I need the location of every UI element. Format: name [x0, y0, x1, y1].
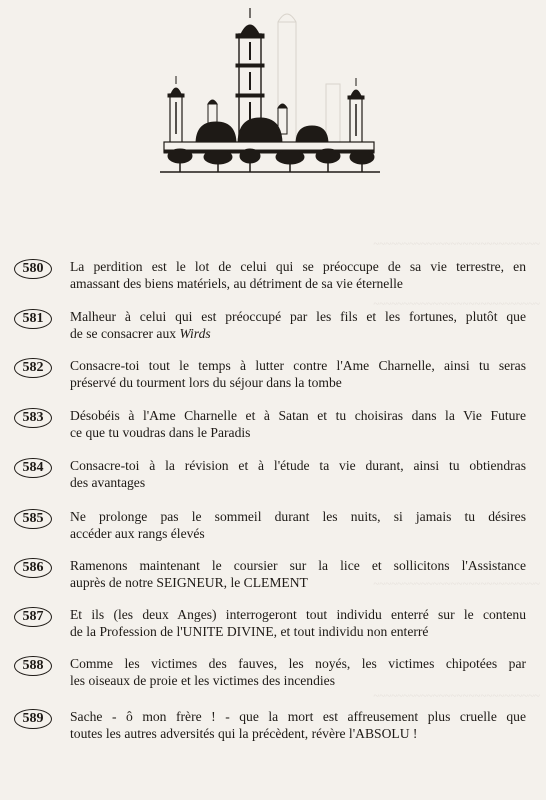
verse-number-badge: 588 — [14, 656, 52, 676]
verse-581 — [0, 309, 546, 353]
verse-number-badge: 580 — [14, 259, 52, 279]
verse-line: Comme les victimes des fauves, les noyés, les victimes chipotées par — [70, 656, 526, 671]
verse-line — [70, 325, 526, 342]
bleed-through-text: ~~~~~~~~~~~~~~~~~~~~~~~~~~~~ — [373, 578, 540, 590]
verse-line: ce que tu voudras dans le Paradis — [70, 425, 251, 440]
verse-number-badge: 584 — [14, 458, 52, 478]
verse-line-start: de se consacrer aux — [70, 326, 180, 341]
verse-text — [70, 508, 526, 542]
verse-585 — [0, 509, 546, 553]
verse-line: des avantages — [70, 475, 146, 490]
verse-number-badge: 582 — [14, 358, 52, 378]
verse-line: de la Profession de l'UNITE DIVINE, et tout individu non enterré — [70, 624, 429, 639]
verse-number-badge: 585 — [14, 509, 52, 529]
verse-582 — [0, 358, 546, 402]
verse-text — [70, 606, 526, 640]
verse-line: Ne prolonge pas le sommeil durant les nuits, si jamais tu désires — [70, 509, 526, 524]
verse-text — [70, 655, 526, 689]
verse-line: Consacre-toi tout le temps à lutter contre l'Ame Charnelle, ainsi tu seras — [70, 358, 526, 373]
verse-number-badge: 586 — [14, 558, 52, 578]
verse-line: La perdition est le lot de celui qui se préoccupe de sa vie terrestre, en — [70, 259, 526, 274]
verse-text — [70, 557, 526, 591]
verse-text — [70, 308, 526, 342]
verse-line: amassant des biens matériels, au détriment de sa vie éternelle — [70, 276, 403, 291]
bleed-through-text: ~~~~~~~~~~~~~~~~~~~~~~~~~~~~ — [373, 298, 540, 310]
verse-line: les oiseaux de proie et les victimes des incendies — [70, 673, 335, 688]
verse-line: toutes les autres adversités qui la précèdent, révère l'ABSOLU ! — [70, 726, 418, 741]
verse-588 — [0, 656, 546, 700]
verse-line: Et ils (les deux Anges) interrogeront tout individu enterré sur le contenu — [70, 607, 526, 622]
verse-line: Désobéis à l'Ame Charnelle et à Satan et tu choisiras dans la Vie Future — [70, 408, 526, 423]
verse-586 — [0, 558, 546, 602]
verse-line: Ramenons maintenant le coursier sur la lice et sollicitons l'Assistance — [70, 558, 526, 573]
verse-text — [70, 457, 526, 491]
verse-number-badge: 589 — [14, 709, 52, 729]
bleed-through-text: ~~~~~~~~~~~~~~~~~~~~~~~~~~~~ — [373, 238, 540, 250]
verse-line: auprès de notre SEIGNEUR, le CLEMENT — [70, 575, 308, 590]
verse-line: Sache - ô mon frère ! - que la mort est affreusement plus cruelle que — [70, 709, 526, 724]
verse-number-badge: 587 — [14, 607, 52, 627]
verse-583 — [0, 408, 546, 452]
verse-589 — [0, 709, 546, 753]
verse-line: Consacre-toi à la révision et à l'étude ta vie durant, ainsi tu obtiendras — [70, 458, 526, 473]
verse-line: accéder aux rangs élevés — [70, 526, 205, 541]
italic-term: Wirds — [179, 326, 211, 341]
verse-line: Malheur à celui qui est préoccupé par les fils et les fortunes, plutôt que — [70, 309, 526, 324]
verse-number-badge: 581 — [14, 309, 52, 329]
verse-584 — [0, 458, 546, 502]
verse-text — [70, 407, 526, 441]
verse-text — [70, 708, 526, 742]
verse-587 — [0, 607, 546, 651]
verse-text — [70, 357, 526, 391]
bleed-through-text: ~~~~~~~~~~~~~~~~~~~~~~~~~~~~ — [373, 690, 540, 702]
verse-line: préservé du tourment lors du séjour dans la tombe — [70, 375, 342, 390]
verse-text — [70, 258, 526, 292]
verse-580 — [0, 259, 546, 303]
verse-number-badge: 583 — [14, 408, 52, 428]
